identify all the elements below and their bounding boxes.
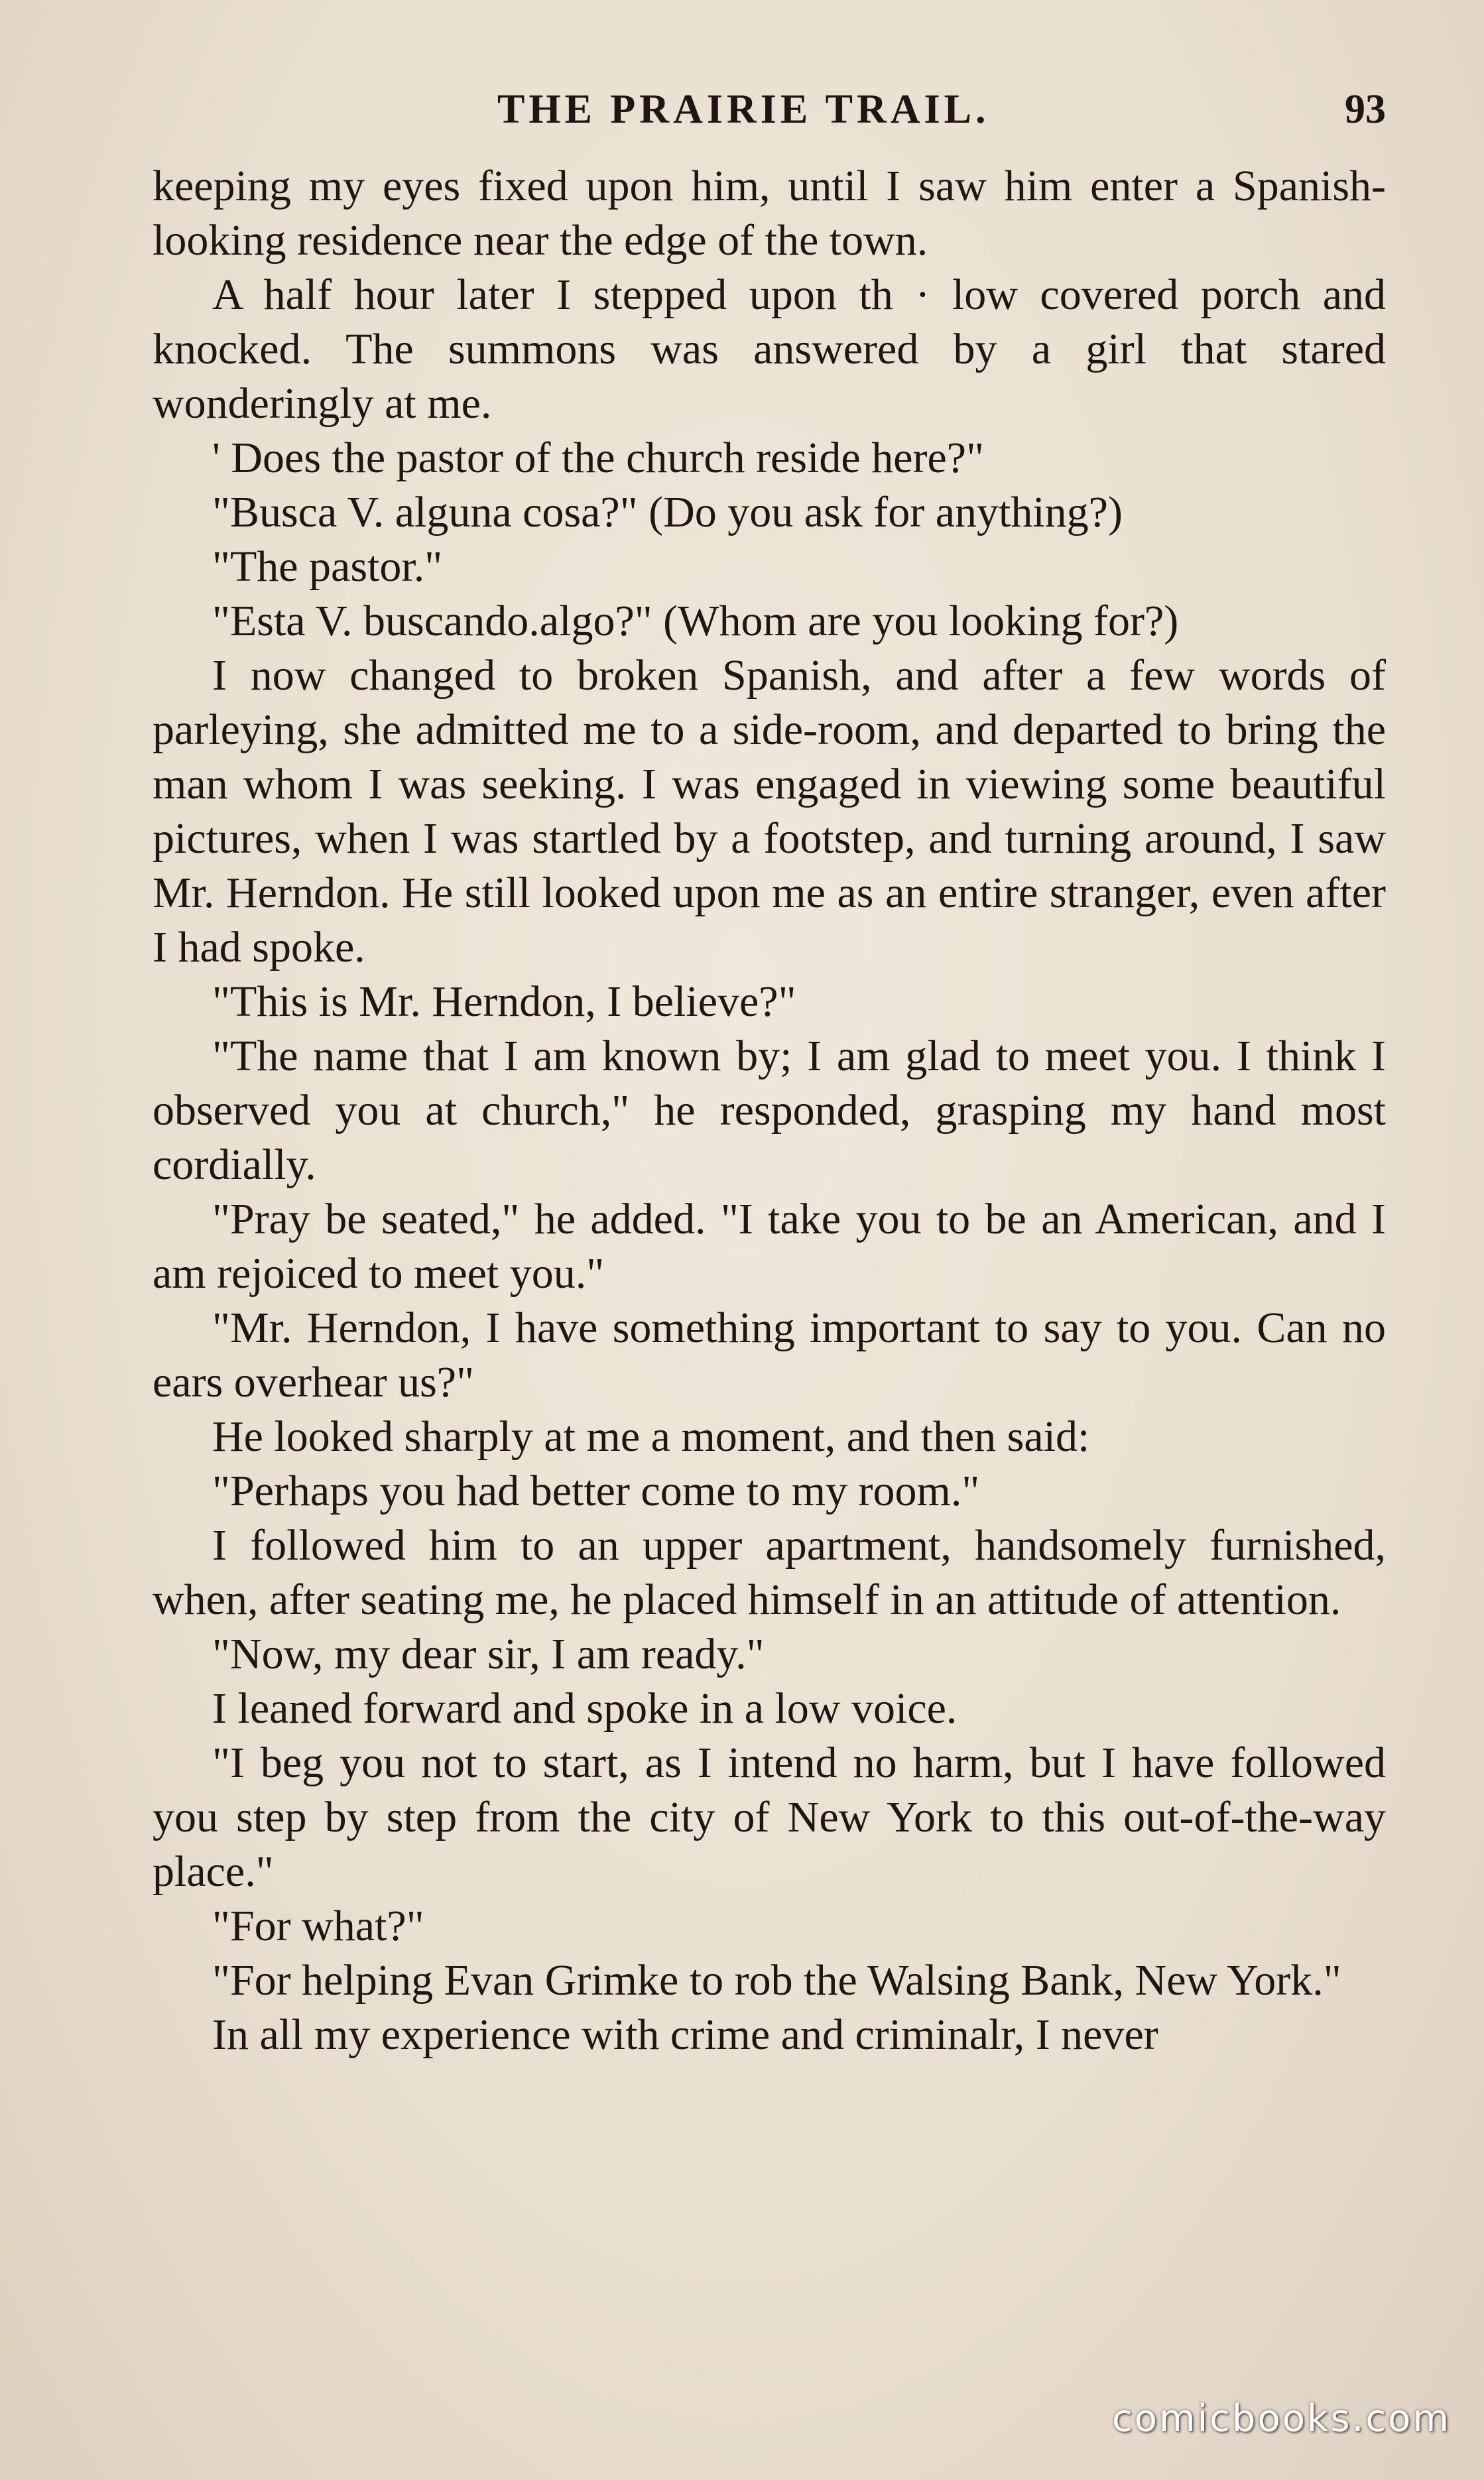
page-number: 93 xyxy=(1345,87,1386,132)
paragraph: "Busca V. alguna cosa?" (Do you ask for anything?) xyxy=(212,488,1123,536)
paragraph: He looked sharply at me a moment, and then said: xyxy=(212,1412,1090,1461)
paragraph: "For helping Evan Grimke to rob the Walsing Bank, New York." xyxy=(212,1956,1341,2005)
paragraph: "Esta V. buscando.algo?" (Whom are you looking for?) xyxy=(212,597,1179,645)
paragraph: "Mr. Herndon, I have something important to say to you. Can no ears overhear us?" xyxy=(153,1304,1386,1406)
paragraph: "Now, my dear sir, I am ready." xyxy=(212,1630,765,1678)
paragraph: "The name that I am known by; I am glad to meet you. I think I observed you at church," he responded, grasping my hand most cordially. xyxy=(153,1032,1386,1189)
paragraph: "This is Mr. Herndon, I believe?" xyxy=(212,977,796,1026)
paragraph: keeping my eyes fixed upon him, until I saw him enter a Spanish-looking residence near the edge of the town. xyxy=(153,162,1386,265)
paragraph: I now changed to broken Spanish, and after a few words of parleying, she admitted me to a side-room, and departed to bring the man whom I was seeking. I was engaged in viewing some beautiful pictures, when I was startled by a footstep, and turning around, I saw Mr. Herndon. He still looked upon me as an entire stranger, even after I had spoke. xyxy=(153,651,1386,971)
paragraph: I followed him to an upper apartment, handsomely furnished, when, after seating me, he placed himself in an attitude of attention. xyxy=(153,1521,1386,1624)
body-text xyxy=(153,159,1386,2062)
running-head: THE PRAIRIE TRAIL. xyxy=(497,87,990,132)
paragraph: ' Does the pastor of the church reside here?" xyxy=(212,434,985,482)
paragraph: "For what?" xyxy=(212,1902,424,1950)
paragraph: I leaned forward and spoke in a low voice. xyxy=(212,1684,958,1733)
page-header xyxy=(153,86,1386,139)
paragraph: "Perhaps you had better come to my room." xyxy=(212,1467,980,1515)
paragraph: "I beg you not to start, as I intend no harm, but I have followed you step by step from the city of New York to this out-of-the-way place." xyxy=(153,1739,1386,1896)
paragraph: "Pray be seated," he added. "I take you to be an American, and I am rejoiced to meet you." xyxy=(153,1195,1386,1298)
paragraph: In all my experience with crime and criminalr, I never xyxy=(212,2011,1158,2059)
paragraph: "The pastor." xyxy=(212,542,443,591)
watermark: comicbooks.com xyxy=(1111,2397,1451,2440)
paragraph: A half hour later I stepped upon th · low covered porch and knocked. The summons was answered by a girl that stared wonderingly at me. xyxy=(153,271,1386,428)
